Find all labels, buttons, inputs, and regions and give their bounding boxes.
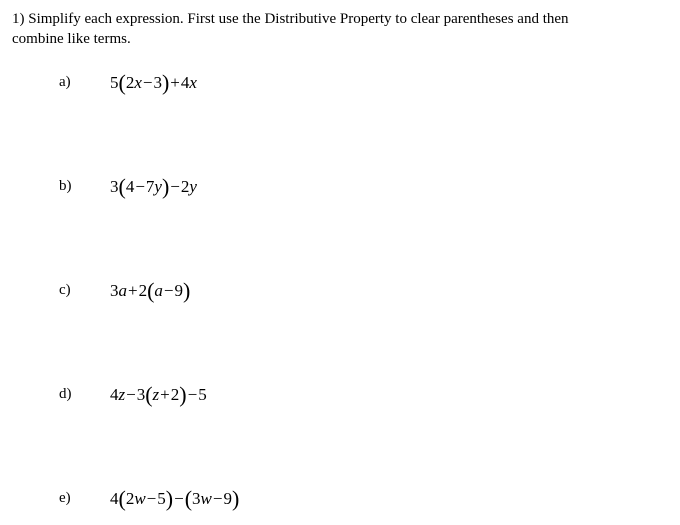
- problem-a: [59, 70, 659, 100]
- problem-label: c): [59, 282, 71, 298]
- problem-label: d): [59, 386, 72, 402]
- instructions-line-1: 1) Simplify each expression. First use the Distributive Property to clear parentheses and then: [12, 11, 569, 27]
- problem-c: [59, 278, 659, 308]
- problem-b: [59, 174, 659, 204]
- problem-expression: 4z−3(z+2)−5: [110, 382, 207, 407]
- problem-label: a): [59, 74, 71, 90]
- problem-expression: 3a+2(a−9): [110, 278, 191, 303]
- problem-d: [59, 382, 659, 412]
- problem-expression: 5(2x−3)+4x: [110, 70, 197, 95]
- instructions-line-2: combine like terms.: [12, 31, 131, 47]
- problem-expression: 4(2w−5)−(3w−9): [110, 486, 240, 511]
- instructions: [12, 9, 652, 49]
- problem-label: b): [59, 178, 72, 194]
- problem-label: e): [59, 490, 71, 506]
- problem-e: [59, 486, 659, 516]
- problem-expression: 3(4−7y)−2y: [110, 174, 197, 199]
